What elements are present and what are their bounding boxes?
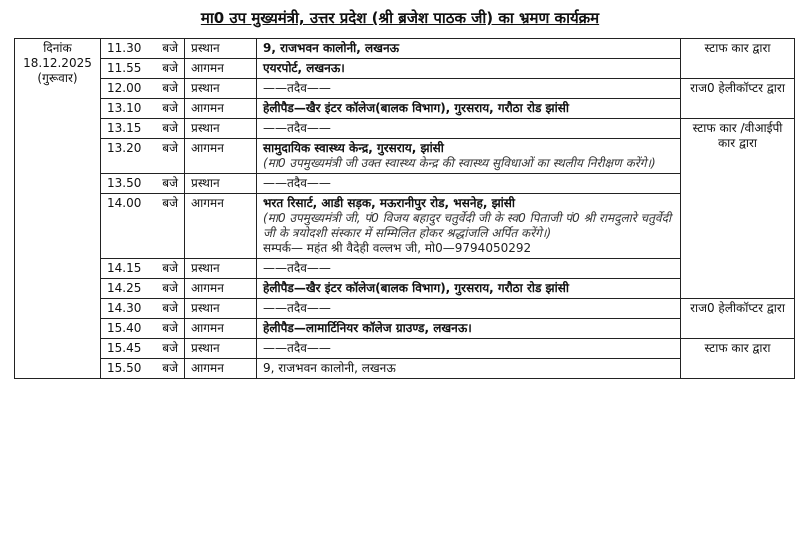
mode-cell: स्टाफ कार द्वारा: [681, 39, 795, 79]
table-row: 14.25 बजे आगमन हेलीपैड—खैर इंटर कॉलेज(बालक विभाग), गुरसराय, गरौठा रोड झांसी: [15, 279, 795, 299]
table-row: 13.15 बजे प्रस्थान ——तदैव—— स्टाफ कार /वीआईपी कार द्वारा: [15, 119, 795, 139]
table-row: 15.40 बजे आगमन हेलीपैड—लामार्टिनियर कॉलेज ग्राउण्ड, लखनऊ।: [15, 319, 795, 339]
date-cell: दिनांक 18.12.2025 (गुरूवार): [15, 39, 101, 379]
page-title: मा0 उप मुख्यमंत्री, उत्तर प्रदेश (श्री ब्रजेश पाठक जी) का भ्रमण कार्यक्रम: [200, 9, 600, 27]
type-cell: प्रस्थान: [185, 39, 257, 59]
table-row: 13.20 बजे आगमन सामुदायिक स्वास्थ्य केन्द्र, गुरसराय, झांसी (मा0 उपमुख्यमंत्री जी उक्त स्वास्थ्य केन्द्र की स्वास्थ्य सुविधाओं का स्थलीय निरीक्षण करेंगे।): [15, 139, 795, 174]
mode-cell: राज0 हेलीकॉप्टर द्वारा: [681, 79, 795, 119]
table-row: 13.50 बजे प्रस्थान ——तदैव——: [15, 174, 795, 194]
place-cell: 9, राजभवन कालोनी, लखनऊ: [257, 39, 681, 59]
table-row: 11.55 बजे आगमन एयरपोर्ट, लखनऊ।: [15, 59, 795, 79]
mode-cell: स्टाफ कार /वीआईपी कार द्वारा: [681, 119, 795, 299]
table-row: [15, 39, 795, 59]
table-row: 14.15 बजे प्रस्थान ——तदैव——: [15, 259, 795, 279]
table-row: 15.45 बजे प्रस्थान ——तदैव—— स्टाफ कार द्वारा: [15, 339, 795, 359]
mode-cell: राज0 हेलीकॉप्टर द्वारा: [681, 299, 795, 339]
table-row: 14.00 बजे आगमन भरत रिसार्ट, आडी सड़क, मऊरानीपुर रोड, भसनेह, झांसी (मा0 उपमुख्यमंत्री जी, पं0 विजय बहादुर चतुर्वेदी जी के स्व0 पिताजी पं0 श्री रामदुलारे चतुर्वेदी जी के त्रयोदशी संस्कार में सम्मिलित होकर श्रद्धांजलि अर्पित करेंगे।) सम्पर्क— महंत श्री वैदेही वल्लभ जी, मो0—9794050292: [15, 194, 795, 259]
schedule-table: [14, 38, 795, 379]
time-cell: 11.30 बजे: [101, 39, 185, 59]
table-row: 14.30 बजे प्रस्थान ——तदैव—— राज0 हेलीकॉप्टर द्वारा: [15, 299, 795, 319]
table-row: 15.50 बजे आगमन 9, राजभवन कालोनी, लखनऊ: [15, 359, 795, 379]
mode-cell: स्टाफ कार द्वारा: [681, 339, 795, 379]
table-row: 12.00 बजे प्रस्थान ——तदैव—— राज0 हेलीकॉप्टर द्वारा: [15, 79, 795, 99]
table-row: 13.10 बजे आगमन हेलीपैड—खैर इंटर कॉलेज(बालक विभाग), गुरसराय, गरौठा रोड झांसी: [15, 99, 795, 119]
